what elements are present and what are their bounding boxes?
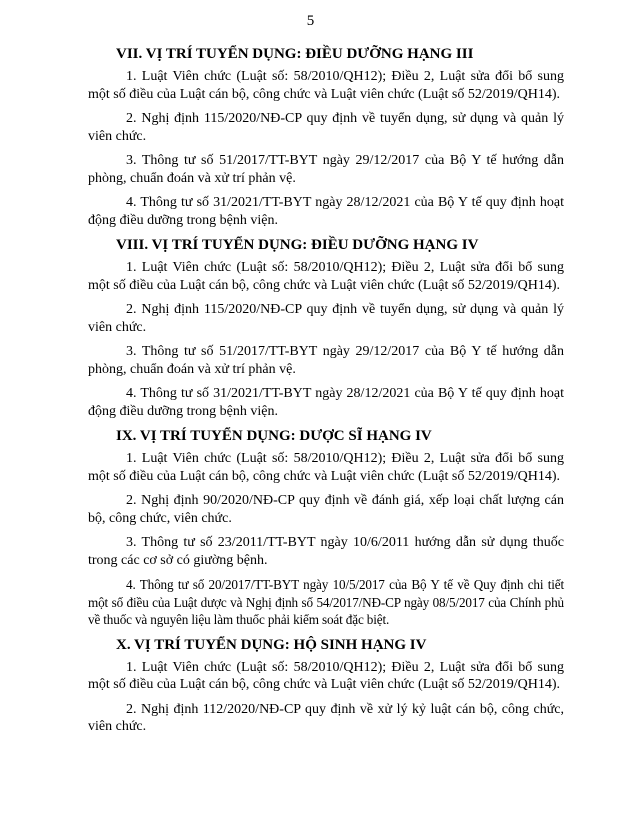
list-item: 4. Thông tư số 31/2021/TT-BYT ngày 28/12/2021 của Bộ Y tế quy định hoạt động điều dưỡng trong bệnh viện. — [88, 195, 564, 228]
list-item: 2. Nghị định 115/2020/NĐ-CP quy định về tuyển dụng, sử dụng và quản lý viên chức. — [88, 302, 564, 335]
list-item: 1. Luật Viên chức (Luật số: 58/2010/QH12); Điều 2, Luật sửa đổi bổ sung một số điều của Luật cán bộ, công chức và Luật viên chức (Luật số 52/2019/QH14). — [88, 451, 564, 484]
document-body — [88, 45, 564, 743]
section-x — [88, 636, 564, 736]
list-item: 1. Luật Viên chức (Luật số: 58/2010/QH12); Điều 2, Luật sửa đổi bổ sung một số điều của Luật cán bộ, công chức và Luật viên chức (Luật số 52/2019/QH14). — [88, 260, 564, 293]
list-item: 4. Thông tư số 31/2021/TT-BYT ngày 28/12/2021 của Bộ Y tế quy định hoạt động điều dưỡng trong bệnh viện. — [88, 386, 564, 419]
list-item: 3. Thông tư số 51/2017/TT-BYT ngày 29/12/2017 của Bộ Y tế hướng dẫn phòng, chuẩn đoán và xử trí phản vệ. — [88, 153, 564, 186]
section-viii — [88, 236, 564, 420]
list-item: 3. Thông tư số 51/2017/TT-BYT ngày 29/12/2017 của Bộ Y tế hướng dẫn phòng, chuẩn đoán và xử trí phản vệ. — [88, 344, 564, 377]
list-item: 2. Nghị định 115/2020/NĐ-CP quy định về tuyển dụng, sử dụng và quản lý viên chức. — [88, 111, 564, 144]
list-item: 4. Thông tư số 20/2017/TT-BYT ngày 10/5/2017 của Bộ Y tế về Quy định chi tiết một số điều của Luật dược và Nghị định số 54/2017/NĐ-CP ngày 08/5/2017 của Chính phủ về thuốc và nguyên liệu làm thuốc phải kiểm soát đặc biệt. — [88, 577, 564, 627]
section-vii — [88, 45, 564, 229]
list-item: 3. Thông tư số 23/2011/TT-BYT ngày 10/6/2011 hướng dẫn sử dụng thuốc trong các cơ sở có giường bệnh. — [88, 535, 564, 568]
section-heading: IX. VỊ TRÍ TUYỂN DỤNG: DƯỢC SĨ HẠNG IV — [116, 428, 432, 444]
list-item: 2. Nghị định 90/2020/NĐ-CP quy định về đánh giá, xếp loại chất lượng cán bộ, công chức, viên chức. — [88, 493, 564, 526]
list-item: 2. Nghị định 112/2020/NĐ-CP quy định về xử lý kỷ luật cán bộ, công chức, viên chức. — [88, 701, 564, 734]
section-ix — [88, 427, 564, 629]
list-item: 1. Luật Viên chức (Luật số: 58/2010/QH12); Điều 2, Luật sửa đổi bổ sung một số điều của Luật cán bộ, công chức và Luật viên chức (Luật số 52/2019/QH14). — [88, 69, 564, 102]
section-heading: VII. VỊ TRÍ TUYỂN DỤNG: ĐIỀU DƯỠNG HẠNG III — [116, 46, 474, 62]
section-heading: X. VỊ TRÍ TUYỂN DỤNG: HỘ SINH HẠNG IV — [116, 636, 427, 653]
list-item: 1. Luật Viên chức (Luật số: 58/2010/QH12); Điều 2, Luật sửa đổi bổ sung một số điều của Luật cán bộ, công chức và Luật viên chức (Luật số 52/2019/QH14). — [88, 659, 564, 692]
page-number: 5 — [306, 13, 315, 29]
section-heading: VIII. VỊ TRÍ TUYỂN DỤNG: ĐIỀU DƯỠNG HẠNG IV — [116, 237, 479, 253]
